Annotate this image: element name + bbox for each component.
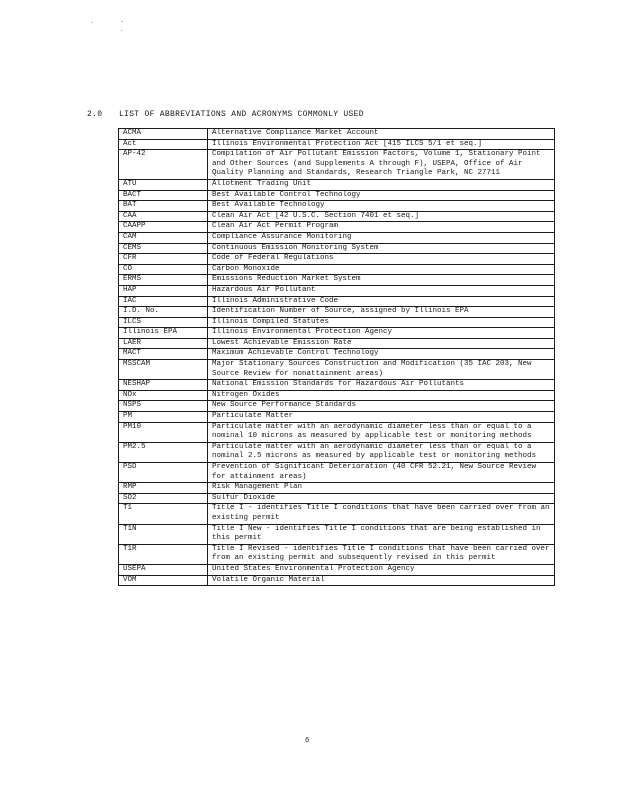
abbreviation-cell: ACMA — [119, 129, 208, 140]
page-mark: . — [90, 18, 94, 25]
table-row — [119, 307, 555, 318]
definition-cell: Clean Air Act Permit Program — [208, 222, 555, 233]
page-mark: - — [120, 18, 124, 25]
definition-cell: Major Stationary Sources Construction and Modification (35 IAC 203, New Source Review for nonattainment areas) — [208, 360, 555, 380]
table-row — [119, 254, 555, 265]
table-row — [119, 275, 555, 286]
abbreviation-cell: CO — [119, 264, 208, 275]
table-row — [119, 317, 555, 328]
page-number: 6 — [305, 737, 310, 745]
abbreviation-cell: ERMS — [119, 275, 208, 286]
table-row — [119, 201, 555, 212]
table-row — [119, 190, 555, 201]
abbreviation-cell: AP-42 — [119, 150, 208, 180]
abbreviation-cell: T1 — [119, 504, 208, 524]
abbreviation-cell: CFR — [119, 254, 208, 265]
table-row — [119, 232, 555, 243]
definition-cell: Title I Revised - identifies Title I conditions that have been carried over from an existing permit and subsequently revised in this permit — [208, 544, 555, 564]
definition-cell: Nitrogen Oxides — [208, 390, 555, 401]
table-row — [119, 296, 555, 307]
abbreviation-cell: CAA — [119, 211, 208, 222]
table-row — [119, 349, 555, 360]
table-row — [119, 524, 555, 544]
abbreviation-cell: CAAPP — [119, 222, 208, 233]
table-row — [119, 442, 555, 462]
table-row — [119, 493, 555, 504]
abbreviation-cell: LAER — [119, 338, 208, 349]
abbreviation-cell: MACT — [119, 349, 208, 360]
definition-cell: Alternative Compliance Market Account — [208, 129, 555, 140]
abbreviation-cell: MSSCAM — [119, 360, 208, 380]
definition-cell: Maximum Achievable Control Technology — [208, 349, 555, 360]
abbreviation-cell: Act — [119, 139, 208, 150]
definition-cell: National Emission Standards for Hazardous Air Pollutants — [208, 380, 555, 391]
abbreviation-cell: NOx — [119, 390, 208, 401]
definition-cell: Illinois Environmental Protection Agency — [208, 328, 555, 339]
section-heading — [87, 110, 364, 119]
table-row — [119, 390, 555, 401]
table-row — [119, 401, 555, 412]
table-row — [119, 179, 555, 190]
section-number: 2.0 — [87, 110, 103, 119]
abbreviation-cell: CAM — [119, 232, 208, 243]
definition-cell: Compilation of Air Pollutant Emission Factors, Volume 1, Stationary Point and Other Sources (and Supplements A through F), USEPA, Office of Air Quality Planning and Standards, Research Triangle Park, NC 27711 — [208, 150, 555, 180]
abbreviations-table-body — [119, 129, 555, 586]
table-row — [119, 338, 555, 349]
table-row — [119, 264, 555, 275]
abbreviation-cell: NSPS — [119, 401, 208, 412]
section-title: LIST OF ABBREVIATIONS AND ACRONYMS COMMONLY USED — [119, 110, 364, 119]
abbreviation-cell: PM — [119, 412, 208, 423]
definition-cell: Title I New - identifies Title I conditions that are being established in this permit — [208, 524, 555, 544]
table-row — [119, 483, 555, 494]
abbreviation-cell: PM10 — [119, 422, 208, 442]
table-row — [119, 422, 555, 442]
definition-cell: Code of Federal Regulations — [208, 254, 555, 265]
definition-cell: Particulate matter with an aerodynamic diameter less than or equal to a nominal 2.5 microns as measured by applicable test or monitoring methods — [208, 442, 555, 462]
abbreviation-cell: NESHAP — [119, 380, 208, 391]
definition-cell: Illinois Administrative Code — [208, 296, 555, 307]
abbreviation-cell: RMP — [119, 483, 208, 494]
table-row — [119, 564, 555, 575]
definition-cell: Illinois Compiled Statutes — [208, 317, 555, 328]
abbreviation-cell: BACT — [119, 190, 208, 201]
definition-cell: New Source Performance Standards — [208, 401, 555, 412]
abbreviation-cell: Illinois EPA — [119, 328, 208, 339]
definition-cell: Carbon Monoxide — [208, 264, 555, 275]
definition-cell: Emissions Reduction Market System — [208, 275, 555, 286]
abbreviation-cell: SO2 — [119, 493, 208, 504]
abbreviation-cell: HAP — [119, 285, 208, 296]
definition-cell: Allotment Trading Unit — [208, 179, 555, 190]
abbreviation-cell: I.D. No. — [119, 307, 208, 318]
definition-cell: Hazardous Air Pollutant — [208, 285, 555, 296]
abbreviation-cell: ATU — [119, 179, 208, 190]
table-row — [119, 575, 555, 586]
table-row — [119, 139, 555, 150]
definition-cell: Illinois Environmental Protection Act [415 ILCS 5/1 et seq.] — [208, 139, 555, 150]
definition-cell: Lowest Achievable Emission Rate — [208, 338, 555, 349]
abbreviation-cell: CEMS — [119, 243, 208, 254]
table-row — [119, 328, 555, 339]
definition-cell: Best Available Technology — [208, 201, 555, 212]
table-row — [119, 222, 555, 233]
table-row — [119, 150, 555, 180]
definition-cell: Compliance Assurance Monitoring — [208, 232, 555, 243]
definition-cell: Particulate Matter — [208, 412, 555, 423]
definition-cell: Continuous Emission Monitoring System — [208, 243, 555, 254]
definition-cell: Prevention of Significant Deterioration (40 CFR 52.21, New Source Review for attainment areas) — [208, 463, 555, 483]
definition-cell: United States Environmental Protection Agency — [208, 564, 555, 575]
definition-cell: Risk Management Plan — [208, 483, 555, 494]
definition-cell: Title I - identifies Title I conditions that have been carried over from an existing permit — [208, 504, 555, 524]
abbreviation-cell: PSD — [119, 463, 208, 483]
abbreviation-cell: USEPA — [119, 564, 208, 575]
definition-cell: Particulate matter with an aerodynamic diameter less than or equal to a nominal 10 microns as measured by applicable test or monitoring methods — [208, 422, 555, 442]
abbreviation-cell: T1R — [119, 544, 208, 564]
table-row — [119, 504, 555, 524]
page-mark: . — [120, 26, 124, 33]
table-row — [119, 285, 555, 296]
abbreviation-cell: IAC — [119, 296, 208, 307]
abbreviation-cell: VOM — [119, 575, 208, 586]
table-row — [119, 211, 555, 222]
table-row — [119, 360, 555, 380]
abbreviation-cell: PM2.5 — [119, 442, 208, 462]
abbreviation-cell: ILCS — [119, 317, 208, 328]
definition-cell: Best Available Control Technology — [208, 190, 555, 201]
table-row — [119, 380, 555, 391]
abbreviation-cell: BAT — [119, 201, 208, 212]
table-row — [119, 544, 555, 564]
table-row — [119, 412, 555, 423]
table-row — [119, 463, 555, 483]
abbreviations-table — [118, 128, 555, 586]
table-row — [119, 243, 555, 254]
definition-cell: Clean Air Act [42 U.S.C. Section 7401 et seq.] — [208, 211, 555, 222]
definition-cell: Volatile Organic Material — [208, 575, 555, 586]
definition-cell: Identification Number of Source, assigned by Illinois EPA — [208, 307, 555, 318]
table-row — [119, 129, 555, 140]
abbreviation-cell: T1N — [119, 524, 208, 544]
definition-cell: Sulfur Dioxide — [208, 493, 555, 504]
